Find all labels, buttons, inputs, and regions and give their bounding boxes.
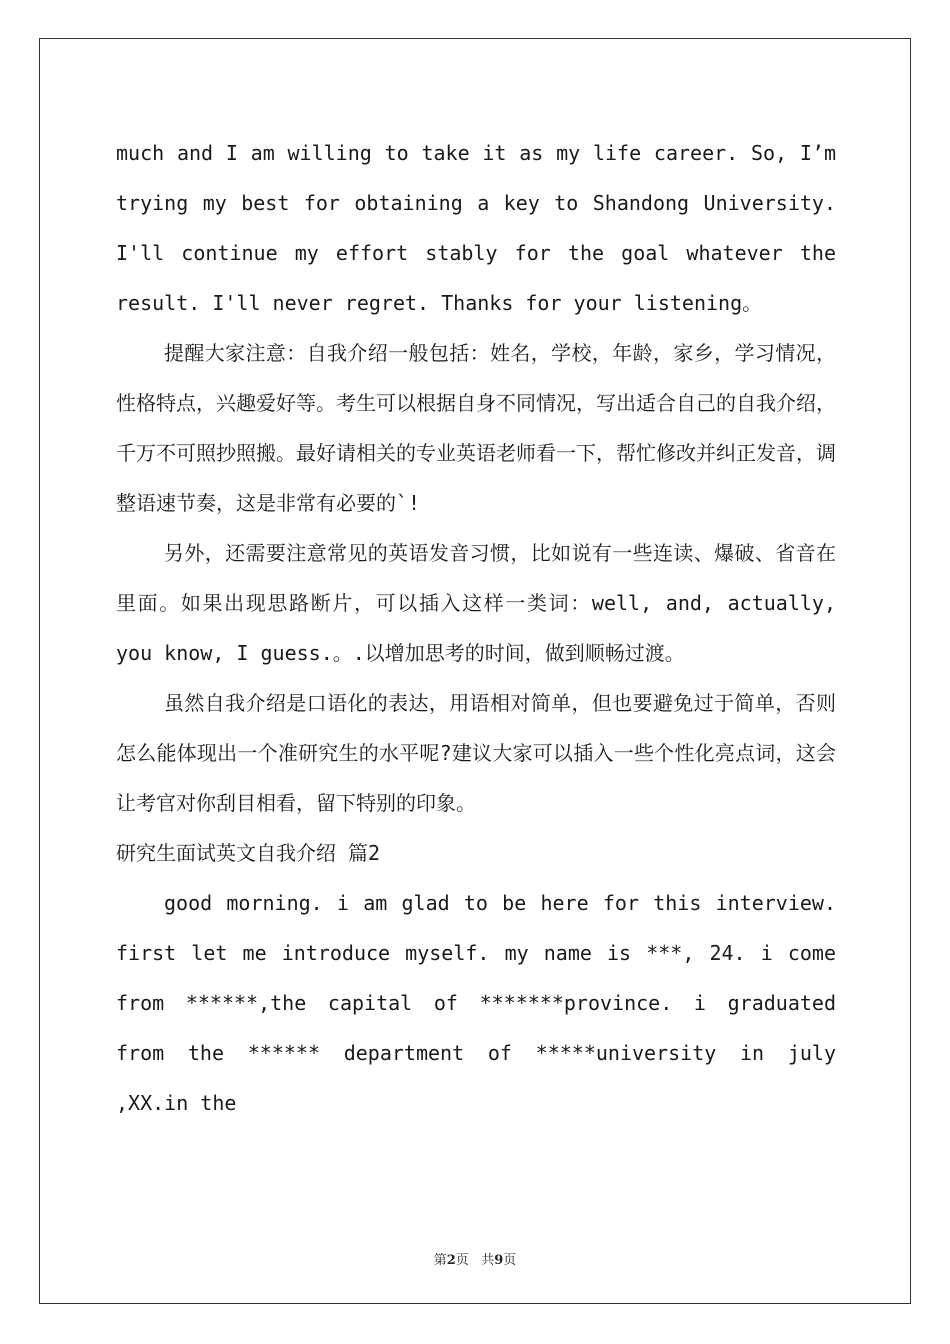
- footer-page-current: 2: [446, 1253, 456, 1268]
- footer-suffix: 页: [503, 1253, 517, 1268]
- footer-page-total: 9: [494, 1253, 504, 1268]
- footer-mid: 页 共: [455, 1253, 495, 1268]
- paragraph-tips-content: 提醒大家注意：自我介绍一般包括：姓名，学校，年龄，家乡，学习情况，性格特点，兴趣爱好等。考生可以根据自身不同情况，写出适合自己的自我介绍，千万不可照抄照搬。最好请相关的专业英语老师看一下，帮忙修改并纠正发音，调整语速节奏，这是非常有必要的`!: [116, 341, 836, 515]
- paragraph-english-intro: good morning. i am glad to be here for this interview. first let me introduce myself. my name is ***, 24. i come from ******,the capital of *******province. i graduated from the ****** department of *****university in july ,XX.in the: [116, 891, 836, 1115]
- section-heading: 研究生面试英文自我介绍 篇2: [116, 841, 381, 865]
- document-body: [116, 128, 836, 1128]
- footer-prefix: 第: [433, 1253, 447, 1268]
- page-footer: [0, 1249, 950, 1268]
- paragraph-tips-pronunciation: 另外，还需要注意常见的英语发音习惯，比如说有一些连读、爆破、省音在里面。如果出现思路断片，可以插入这样一类词：well, and, actually, you know, I guess.。.以增加思考的时间，做到顺畅过渡。: [116, 541, 836, 665]
- paragraph-tips-vocabulary: 虽然自我介绍是口语化的表达，用语相对简单，但也要避免过于简单，否则怎么能体现出一个准研究生的水平呢?建议大家可以插入一些个性化亮点词，这会让考官对你刮目相看，留下特别的印象。: [116, 691, 836, 815]
- paragraph-english-closing: much and I am willing to take it as my life career. So, I’m trying my best for obtaining a key to Shandong University. I'll continue my effort stably for the goal whatever the result. I'll never regret. Thanks for your listening。: [116, 141, 836, 315]
